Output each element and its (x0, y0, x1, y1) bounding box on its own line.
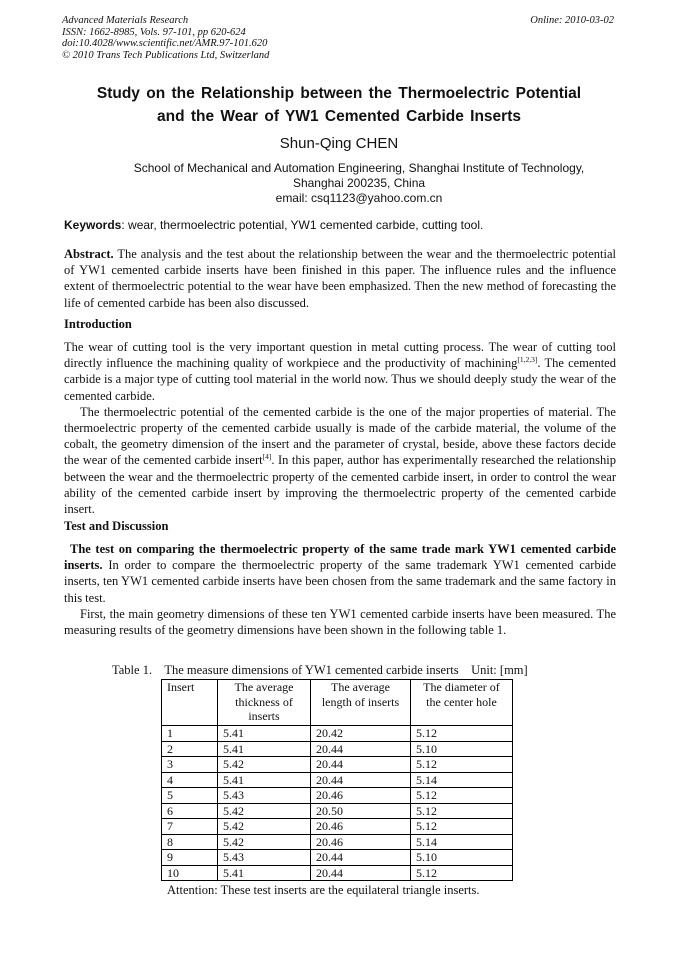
journal-name: Advanced Materials Research (62, 15, 189, 26)
author-name: Shun-Qing CHEN (279, 135, 399, 152)
title-line-2: and the Wear of YW1 Cemented Carbide Inserts (157, 108, 521, 125)
abstract-text: The analysis and the test about the relationship between the wear and the thermoelectric potential of YW1 cemented carbide inserts have been finished in this paper. The influence rules and the influence extent of thermoelectric potential to the wear have been emphasized. Then the new method of forecasting the life of cemented carbide has been also discussed. (64, 247, 616, 310)
table-row (162, 757, 513, 773)
table-cell: 5.43 (218, 850, 311, 866)
introduction-body (64, 339, 616, 517)
intro-p2-citation: [4] (262, 452, 272, 462)
table-cell: 20.44 (311, 865, 411, 881)
table-cell: 5.41 (218, 865, 311, 881)
table-cell: 5.42 (218, 834, 311, 850)
table-row (162, 772, 513, 788)
table-cell: 7 (162, 819, 218, 835)
table-cell: 5.10 (411, 850, 513, 866)
table-cell: 9 (162, 850, 218, 866)
table-cell: 20.46 (311, 788, 411, 804)
table-cell: 5 (162, 788, 218, 804)
test-body (64, 541, 616, 638)
table-cell: 1 (162, 726, 218, 742)
table-note: Attention: These test inserts are the equilateral triangle inserts. (167, 883, 480, 897)
table-cell: 5.12 (411, 757, 513, 773)
keywords-text: : wear, thermoelectric potential, YW1 cemented carbide, cutting tool. (121, 218, 484, 232)
online-date: Online: 2010-03-02 (530, 15, 614, 26)
test-p1-bold: The test on comparing the thermoelectric property of the same trade mark YW1 cemented carbide inserts. (64, 542, 616, 573)
table-cell: 2 (162, 741, 218, 757)
journal-header (62, 15, 269, 61)
table-caption: Table 1. The measure dimensions of YW1 cemented carbide inserts Unit: [mm] (112, 663, 528, 677)
introduction-heading: Introduction (64, 317, 132, 331)
table-cell: 20.44 (311, 772, 411, 788)
table-cell: 20.46 (311, 819, 411, 835)
affiliation-line-2: Shanghai 200235, China (292, 176, 426, 190)
dimensions-table (161, 679, 513, 881)
affiliation (60, 161, 658, 206)
table-cell: 5.12 (411, 865, 513, 881)
issn-line: ISSN: 1662-8985, Vols. 97-101, pp 620-624 (62, 26, 246, 38)
table-cell: 5.41 (218, 741, 311, 757)
table-cell: 5.41 (218, 772, 311, 788)
table-header-row (162, 680, 513, 726)
table-cell: 5.10 (411, 741, 513, 757)
table-cell: 20.42 (311, 726, 411, 742)
table-cell: 6 (162, 803, 218, 819)
test-p1-text: In order to compare the thermoelectric property of the same trademark YW1 cemented carbide inserts, ten YW1 cemented carbide inserts have been chosen from the same trademark and the same factory in this test. (64, 558, 616, 605)
intro-p1-text-b: . The cemented carbide is a major type of cutting tool material in the world now. Thus we should deeply study the wear of the cemented carbide. (64, 356, 616, 403)
table-row (162, 788, 513, 804)
table-cell: 5.14 (411, 772, 513, 788)
table-cell: 5.12 (411, 726, 513, 742)
copyright-line: © 2010 Trans Tech Publications Ltd, Switzerland (62, 49, 270, 61)
table-cell: 8 (162, 834, 218, 850)
table-cell: 5.42 (218, 803, 311, 819)
table-header-cell: The average length of inserts (311, 680, 411, 726)
table-row (162, 834, 513, 850)
abstract-label: Abstract. (64, 247, 114, 261)
keywords (64, 218, 616, 232)
table-header-cell: The diameter of the center hole (411, 680, 513, 726)
table-row (162, 819, 513, 835)
table-cell: 5.42 (218, 819, 311, 835)
abstract (64, 246, 616, 311)
intro-p2-text-b: . In this paper, author has experimentally researched the relationship between the wear and the thermoelectric property of the cemented carbide insert, in order to control the wear ability of the cemented carbide insert by improving the thermoelectric property of the cemented carbide insert. (64, 453, 617, 517)
test-paragraph-1 (64, 541, 616, 606)
table-cell: 5.41 (218, 726, 311, 742)
table-cell: 5.12 (411, 819, 513, 835)
table-cell: 5.14 (411, 834, 513, 850)
test-paragraph-2: First, the main geometry dimensions of these ten YW1 cemented carbide inserts have been measured. The measuring results of the geometry dimensions have been shown in the following table 1. (64, 606, 616, 638)
table-cell: 20.44 (311, 757, 411, 773)
table-row (162, 850, 513, 866)
table-row (162, 726, 513, 742)
intro-p2-text-a: The thermoelectric potential of the cemented carbide is the one of the major properties of material. The thermoelectric property of the cemented carbide usually is made of the carbide material, the volume of the cobalt, the geometry dimension of the insert and the parameter of crystal, beside, above these factors decide the wear of the cemented carbide insert (64, 404, 616, 468)
table-row (162, 803, 513, 819)
table-cell: 10 (162, 865, 218, 881)
table-header-cell: The average thickness of inserts (218, 680, 311, 726)
table-cell: 5.43 (218, 788, 311, 804)
author-email: email: csq1123@yahoo.com.cn (275, 191, 443, 205)
table-row (162, 865, 513, 881)
table-cell: 20.50 (311, 803, 411, 819)
table-row (162, 741, 513, 757)
intro-p1-text-a: The wear of cutting tool is the very important question in metal cutting process. The wear of cutting tool directly influence the machining quality of workpiece and the productivity of machining (64, 340, 616, 371)
table-cell: 20.44 (311, 850, 411, 866)
table-cell: 20.44 (311, 741, 411, 757)
table-header-cell: Insert (162, 680, 218, 726)
table-cell: 4 (162, 772, 218, 788)
intro-p1-citation: [1,2,3] (517, 355, 538, 365)
title-line-1: Study on the Relationship between the Thermoelectric Potential (96, 85, 582, 102)
intro-paragraph-1 (64, 339, 616, 404)
table-cell: 5.42 (218, 757, 311, 773)
keywords-label: Keywords (64, 218, 122, 232)
table-cell: 20.46 (311, 834, 411, 850)
table-cell: 3 (162, 757, 218, 773)
test-discussion-heading: Test and Discussion (64, 519, 169, 533)
table-cell: 5.12 (411, 803, 513, 819)
doi-line: doi:10.4028/www.scientific.net/AMR.97-101.620 (62, 38, 268, 49)
affiliation-line-1: School of Mechanical and Automation Engineering, Shanghai Institute of Technology, (133, 161, 585, 175)
paper-title (40, 82, 638, 128)
intro-paragraph-2 (64, 404, 616, 517)
table-cell: 5.12 (411, 788, 513, 804)
